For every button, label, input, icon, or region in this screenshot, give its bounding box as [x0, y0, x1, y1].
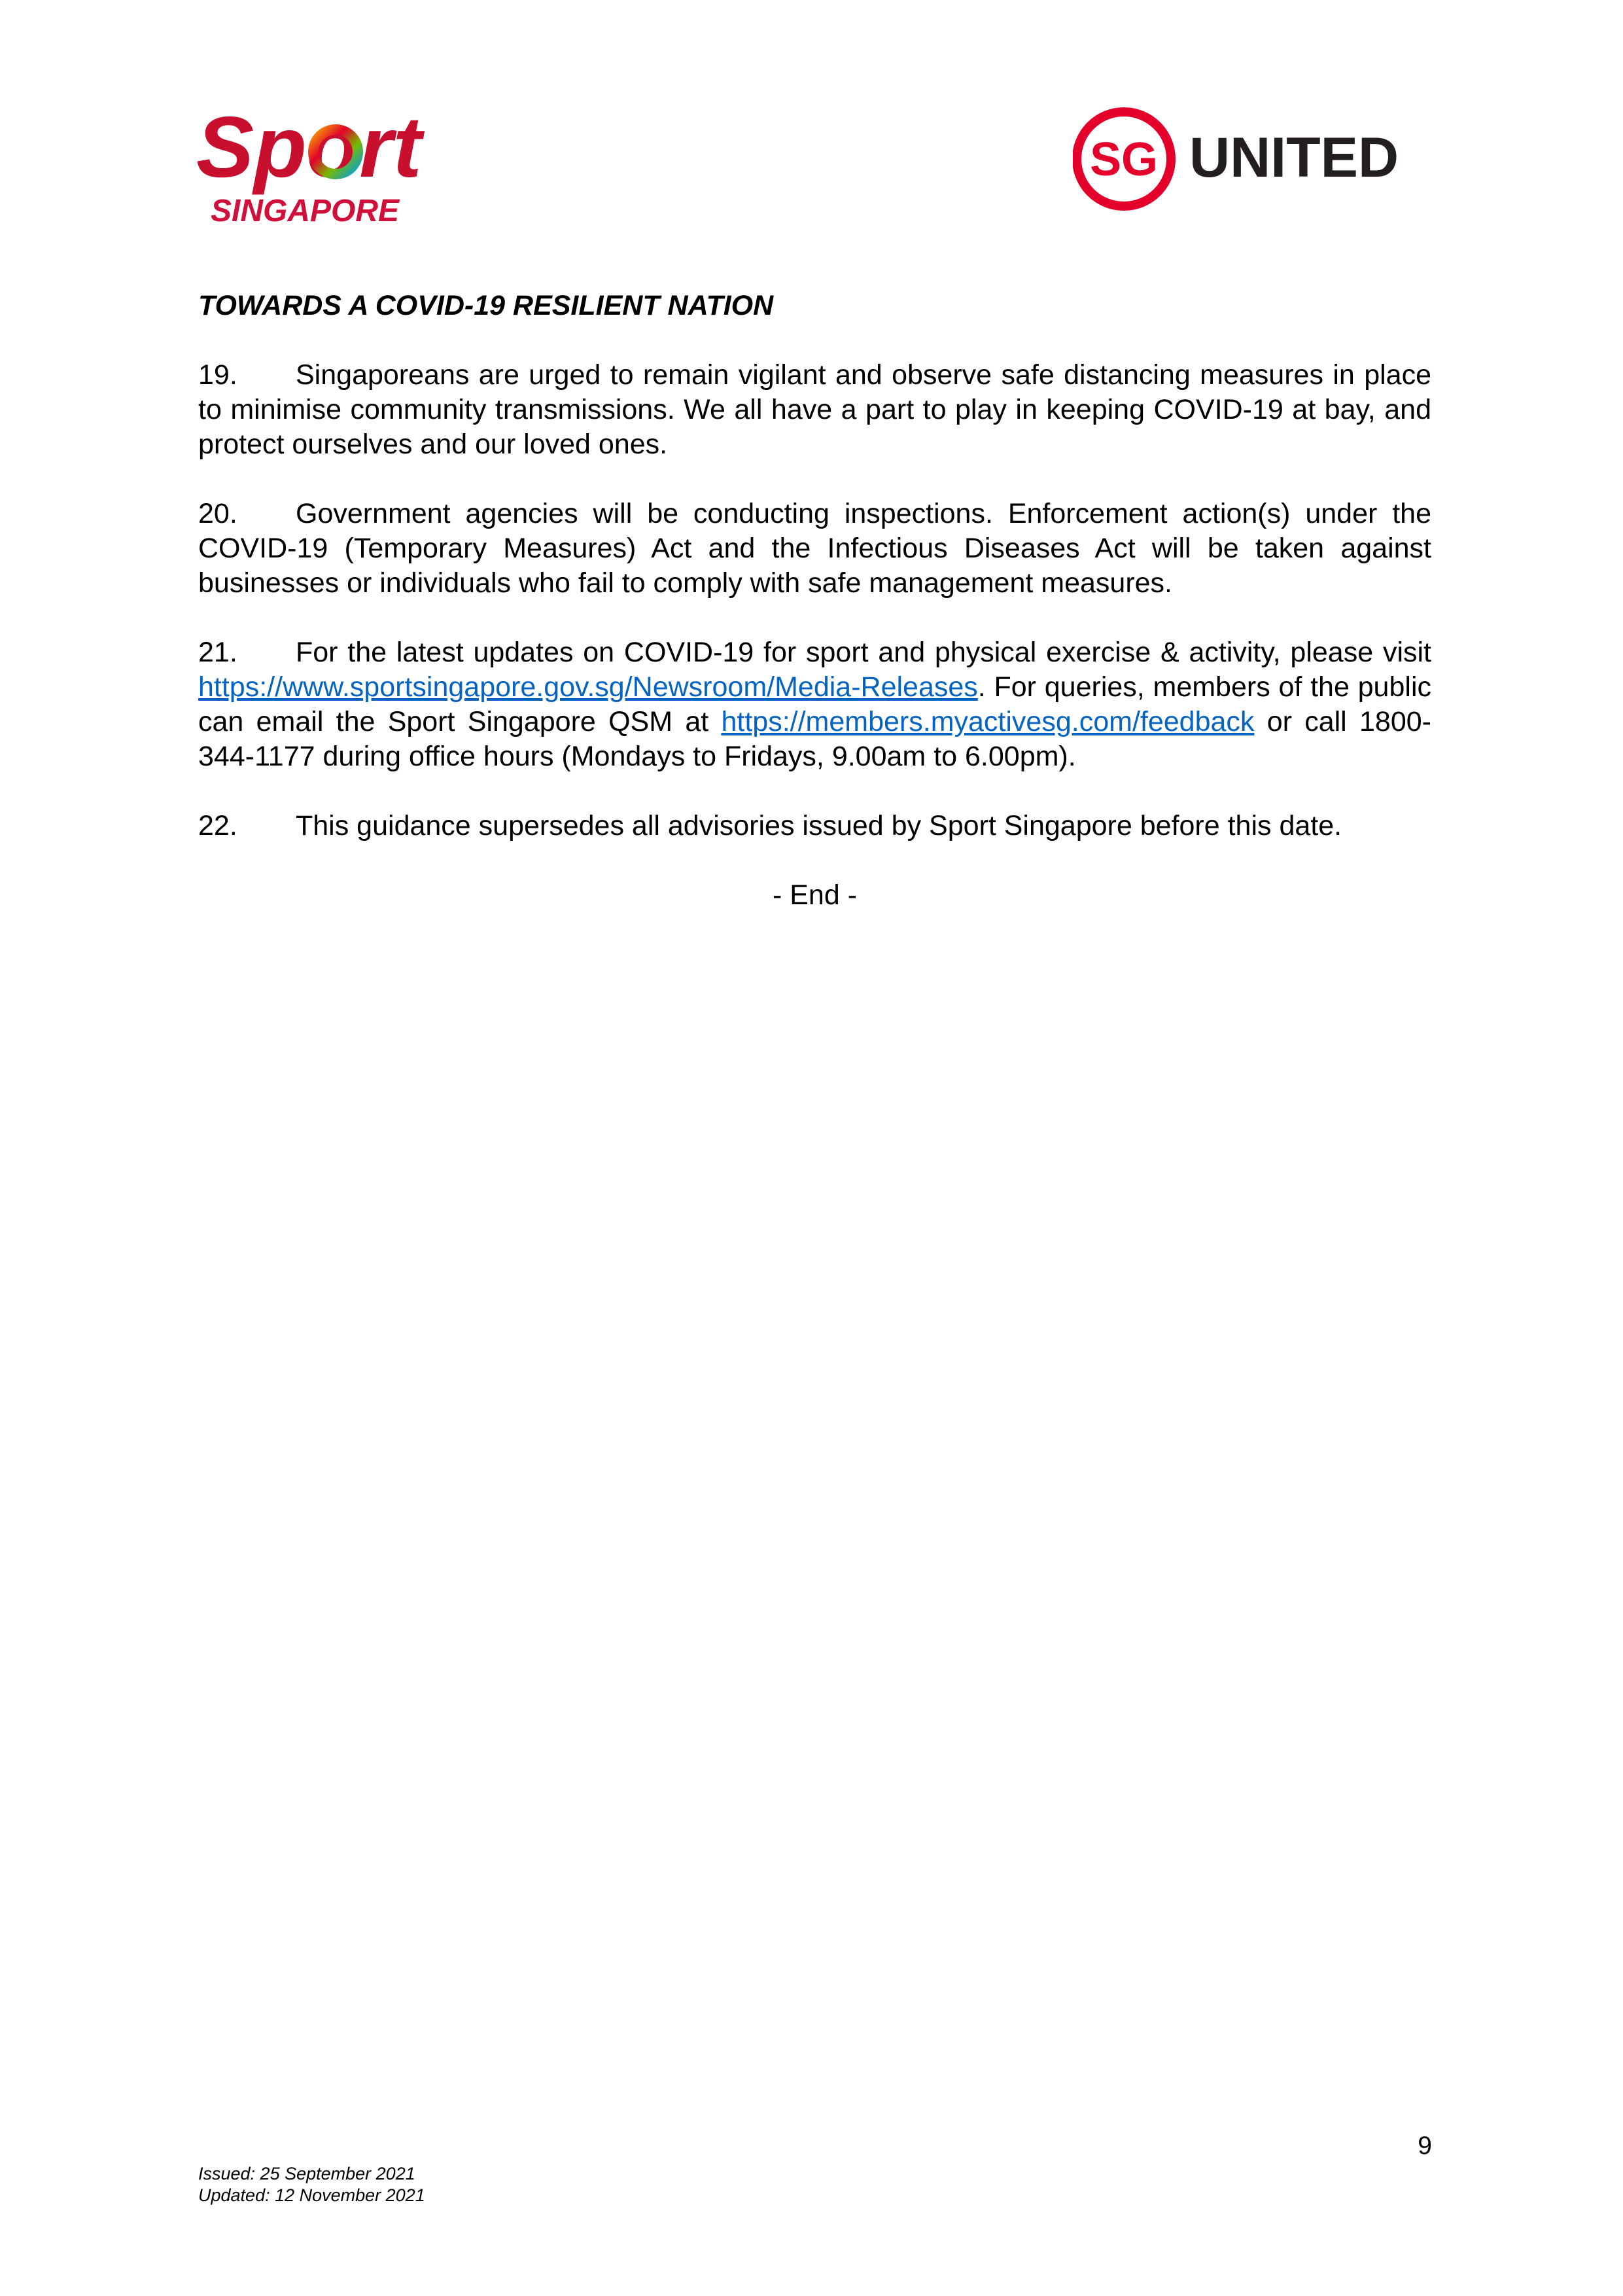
- paragraph-text: This guidance supersedes all advisories issued by Sport Singapore before this date.: [296, 810, 1342, 841]
- paragraph-number: 21.: [198, 637, 237, 668]
- sg-united-logo: [1073, 103, 1426, 221]
- paragraph-19: [198, 358, 1431, 462]
- page-number: 9: [1418, 2132, 1432, 2160]
- paragraph-text: or call 1800-344-1177 during office hours (Mondays to Fridays, 9.00am to 6.00pm).: [198, 706, 1431, 772]
- paragraph-number: 20.: [198, 498, 237, 529]
- paragraph-text: For the latest updates on COVID-19 for sport and physical exercise & activity, please visit: [296, 637, 1431, 668]
- paragraph-20: [198, 497, 1431, 601]
- sport-subtitle: SINGAPORE: [211, 194, 400, 228]
- document-body: [198, 288, 1431, 913]
- sg-badge-text: SG: [1089, 133, 1159, 186]
- footer: [198, 2163, 425, 2206]
- paragraph-text: . For queries, members of the public can email the Sport Singapore QSM at: [198, 671, 1431, 737]
- paragraph-21: [198, 635, 1431, 774]
- paragraph-22: [198, 809, 1431, 843]
- sport-singapore-logo: [196, 105, 445, 229]
- sport-wordmark: Sport: [196, 105, 422, 195]
- paragraph-text: Government agencies will be conducting inspections. Enforcement action(s) under the COVID-19 (Temporary Measures) Act and the Infectious Diseases Act will be taken against businesses or individuals who fail to comply with safe management measures.: [198, 498, 1431, 599]
- issued-date: Issued: 25 September 2021: [198, 2164, 415, 2183]
- media-releases-link[interactable]: https://www.sportsingapore.gov.sg/Newsroom/Media-Releases: [198, 671, 978, 703]
- paragraph-text: Singaporeans are urged to remain vigilant and observe safe distancing measures in place to minimise community transmissions. We all have a part to play in keeping COVID-19 at bay, and protect ourselves and our loved ones.: [198, 359, 1431, 460]
- united-wordmark: UNITED: [1189, 126, 1399, 189]
- end-marker: - End -: [772, 879, 858, 911]
- section-heading: TOWARDS A COVID-19 RESILIENT NATION: [198, 290, 774, 321]
- paragraph-number: 22.: [198, 810, 237, 841]
- feedback-link[interactable]: https://members.myactivesg.com/feedback: [721, 706, 1255, 737]
- paragraph-number: 19.: [198, 359, 237, 391]
- updated-date: Updated: 12 November 2021: [198, 2185, 425, 2205]
